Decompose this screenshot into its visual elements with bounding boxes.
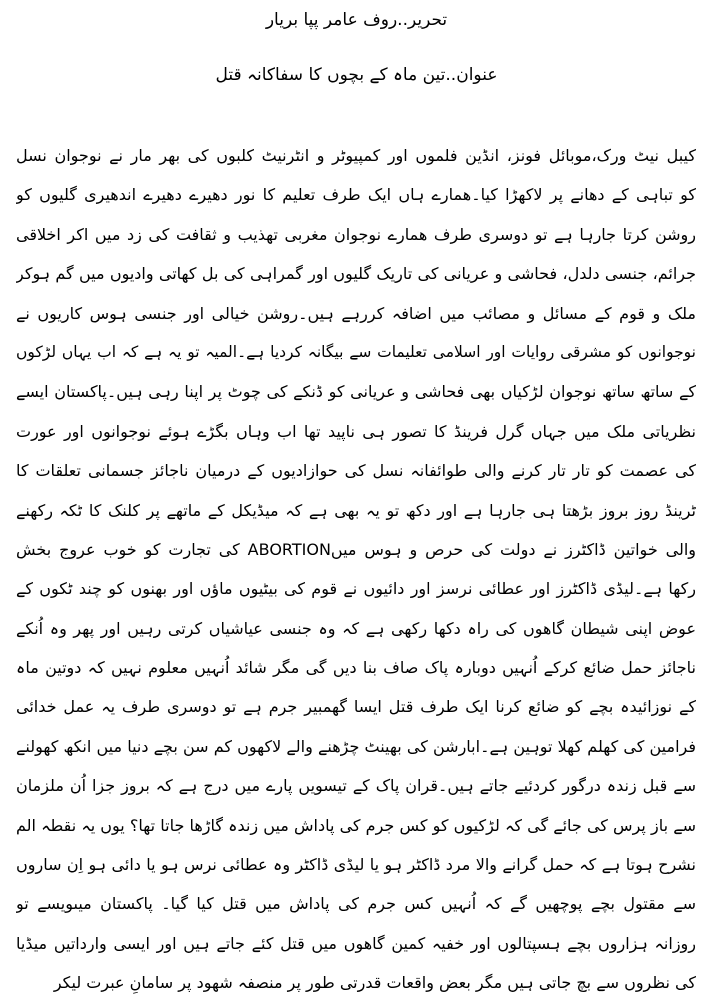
body-line: عوض اپنی شیطان گاھوں کی راہ دکھا رکھی ہے کہ وہ جنسی عیاشیاں کرتی رہیں اور پھر وہ اُنکے — [16, 618, 696, 638]
body-line: ٹرینڈ روز بروز بڑھتا ہی جارہا ہے اور دکھ تو یہ بھی ہے کہ میڈیکل کے ماتھے پر کلنک کا ٹکہ رکھنے — [16, 500, 696, 520]
body-line: روشن کرتا جارہا ہے تو دوسری طرف ھمارے نوجوان مغربی تھذیب و ثقافت کی زد میں اکر اخلاقی — [16, 224, 696, 244]
body-line: ناجائز حمل ضائع کرکے اُنہیں دوبارہ پاک صاف بنا دیں گی مگر شائد اُنہیں معلوم نہیں کہ دوتین ماہ — [16, 658, 696, 678]
body-line: کو تباہی کے دھانے پر لاکھڑا کیا۔ھمارے ہاں ایک طرف تعلیم کا نور دھیرے دھیرے اندھیری گلیوں کو — [16, 185, 696, 205]
body-line: نشرح ہوتا ہے کہ حمل گرانے والا مرد ڈاکٹر ہو یا لیڈی ڈاکٹر وہ عطائی نرس ہو یا دائی ہو اِن ساروں — [16, 855, 696, 875]
body-line: فرامین کی کھلم کھلا توہین ہے۔ابارشن کی بھینٹ چڑھنے والے لاکھوں کم سن بچے دنیا میں انکھ کھولنے — [16, 736, 696, 756]
body-line: نظریاتی ملک میں جہاں گرل فرینڈ کا تصور ہی ناپید تھا اب وہاں بگڑے ہوئے نوجوانوں اور عورت — [16, 421, 696, 441]
body-line: کے نوزائیدہ بچے کو ضائع کرنا ایک طرف قتل ایسا گھمبیر جرم ہے تو دوسری طرف یہ عمل خدائی — [16, 697, 696, 717]
body-line: کی عصمت کو تار تار کرنے والی طوائفانہ نسل کی حوازادیوں کے درمیان ناجائز جسمانی تعلقات کا — [16, 461, 696, 481]
body-line: نوجوانوں کو مشرقی روایات اور اسلامی تعلیمات سے بیگانہ کردیا ہے۔المیہ تو یہ ہے کہ اب یہاں لڑکوں — [16, 342, 696, 361]
author-byline: تحریر..روف عامر پپا بریار — [265, 10, 448, 30]
body-line: رکھا ہے۔لیڈی ڈاکٹرز اور عطائی نرسز اور دائیوں نے قوم کی بیٹیوں ماؤں اور بھنوں کو چند ٹکوں کے — [16, 579, 696, 599]
body-line: روزانہ ہزاروں بچے ہسپتالوں اور خفیہ کمین گاھوں میں قتل کئے جاتے ہیں اور ایسی وارداتیں میڈیا — [16, 933, 696, 953]
body-line: سے قبل زندہ درگور کردئیے جاتے ہیں۔قران پاک کے تیسویں پارے میں درج ہے کہ بروز جزا اُن ملزمان — [16, 776, 696, 796]
body-line: سے مقتول بچے پوچھیں گے کہ اُنہیں کس جرم کی پاداش میں قتل کیا گیا۔ پاکستان میںویسے تو — [16, 894, 696, 914]
body-line: کے ساتھ ساتھ نوجوان لڑکیاں بھی فحاشی و عریانی کو ڈنکے کی چوٹ پر اپنا رہی ہیں۔پاکستان ایسے — [16, 382, 696, 402]
body-line: ملک و قوم کے مسائل و مصائب میں اضافہ کررہے ہیں۔روشن خیالی اور جنسی ہوس کاریوں نے — [16, 303, 696, 323]
body-line: کیبل نیٹ ورک،موبائل فونز، انڈین فلموں اور کمپیوٹر و انٹرنیٹ کلبوں کی بھر مار نے نوجوان نسل — [16, 146, 696, 165]
article-title: عنوان..تین ماہ کے بچوں کا سفاکانہ قتل — [215, 65, 498, 85]
body-line: والی خواتین ڈاکٹرز نے دولت کی حرص و ہوس میںABORTION کی تجارت کو خوب عروج بخش — [16, 539, 696, 559]
body-line: جرائم، جنسی دلدل، فحاشی و عریانی کی تاریک گلیوں اور گمراہی کی بل کھاتی وادیوں میں گم ہوکر — [16, 264, 696, 284]
body-line: سے باز پرس کی جائے گی کہ لڑکیوں کو کس جرم کی پاداش میں زندہ گاڑھا جاتا تھا؟ یوں یہ نقطہ الم — [16, 815, 696, 835]
body-line: کی نظروں سے بچ جاتی ہیں مگر بعض واقعات قدرتی طور پر منصفہ شھود پر سامانِ عبرت لیکر — [53, 973, 696, 993]
article-body — [16, 136, 696, 1003]
